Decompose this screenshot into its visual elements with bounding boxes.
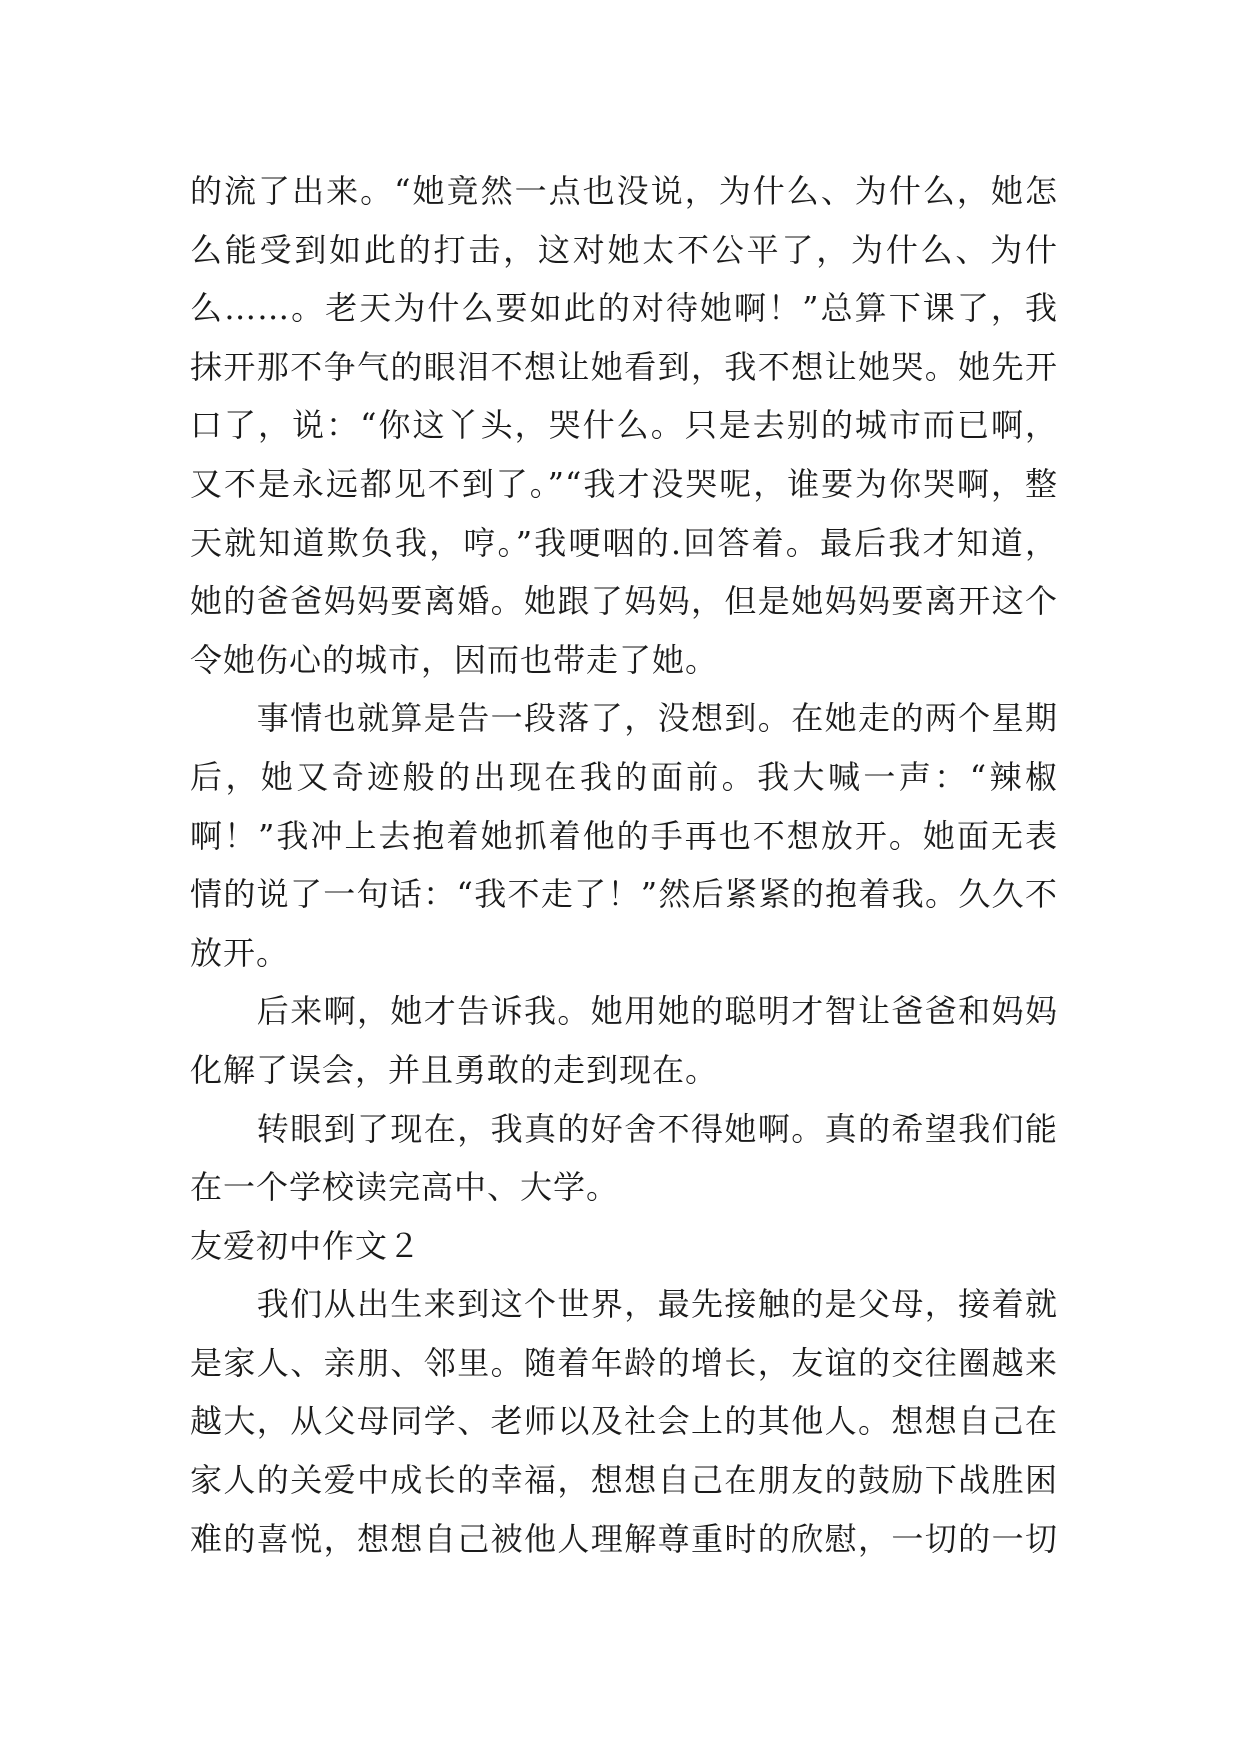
text-line: 的流了出来。“她竟然一点也没说，为什么、为什么，她怎 xyxy=(190,172,1058,210)
text-line: 是家人、亲朋、邻里。随着年龄的增长，友谊的交往圈越来 xyxy=(190,1343,1058,1382)
text-line: 我们从出生来到这个世界，最先接触的是父母，接着就 xyxy=(190,1285,1058,1324)
text-line: 令她伤心的城市，因而也带走了她。 xyxy=(190,640,719,679)
text-line: 转眼到了现在，我真的好舍不得她啊。真的希望我们能 xyxy=(190,1109,1058,1148)
text-line: 情的说了一句话：“我不走了！”然后紧紧的抱着我。久久不 xyxy=(190,875,1058,914)
text-line: 在一个学校读完高中、大学。 xyxy=(190,1168,620,1207)
text-line: 放开。 xyxy=(190,933,290,972)
text-line: 化解了误会，并且勇敢的走到现在。 xyxy=(190,1050,719,1089)
text-line: 天就知道欺负我，哼。”我哽咽的.回答着。最后我才知道， xyxy=(190,523,1058,562)
section-heading: 友爱初中作文２ xyxy=(190,1226,422,1265)
text-line: 啊！”我冲上去抱着她抓着他的手再也不想放开。她面无表 xyxy=(190,816,1058,855)
text-line: 后来啊，她才告诉我。她用她的聪明才智让爸爸和妈妈 xyxy=(190,992,1058,1031)
text-line: 口了，说：“你这丫头，哭什么。只是去别的城市而已啊， xyxy=(190,406,1058,445)
text-line: 越大，从父母同学、老师以及社会上的其他人。想想自己在 xyxy=(190,1402,1058,1441)
text-line: 抹开那不争气的眼泪不想让她看到，我不想让她哭。她先开 xyxy=(190,347,1058,386)
text-line: 她的爸爸妈妈要离婚。她跟了妈妈，但是她妈妈要离开这个 xyxy=(190,582,1058,621)
text-line: 难的喜悦，想想自己被他人理解尊重时的欣慰，一切的一切 xyxy=(190,1519,1058,1558)
text-line: 家人的关爱中成长的幸福，想想自己在朋友的鼓励下战胜困 xyxy=(190,1461,1058,1500)
text-line: 么……。老天为什么要如此的对待她啊！”总算下课了，我 xyxy=(190,289,1058,328)
text-line: 又不是永远都见不到了。”“我才没哭呢，谁要为你哭啊，整 xyxy=(190,464,1058,503)
document-page xyxy=(190,162,1058,1568)
text-line: 事情也就算是告一段落了，没想到。在她走的两个星期 xyxy=(190,699,1058,738)
text-line: 后，她又奇迹般的出现在我的面前。我大喊一声：“辣椒 xyxy=(190,757,1058,796)
text-line: 么能受到如此的打击，这对她太不公平了，为什么、为什 xyxy=(190,230,1058,269)
